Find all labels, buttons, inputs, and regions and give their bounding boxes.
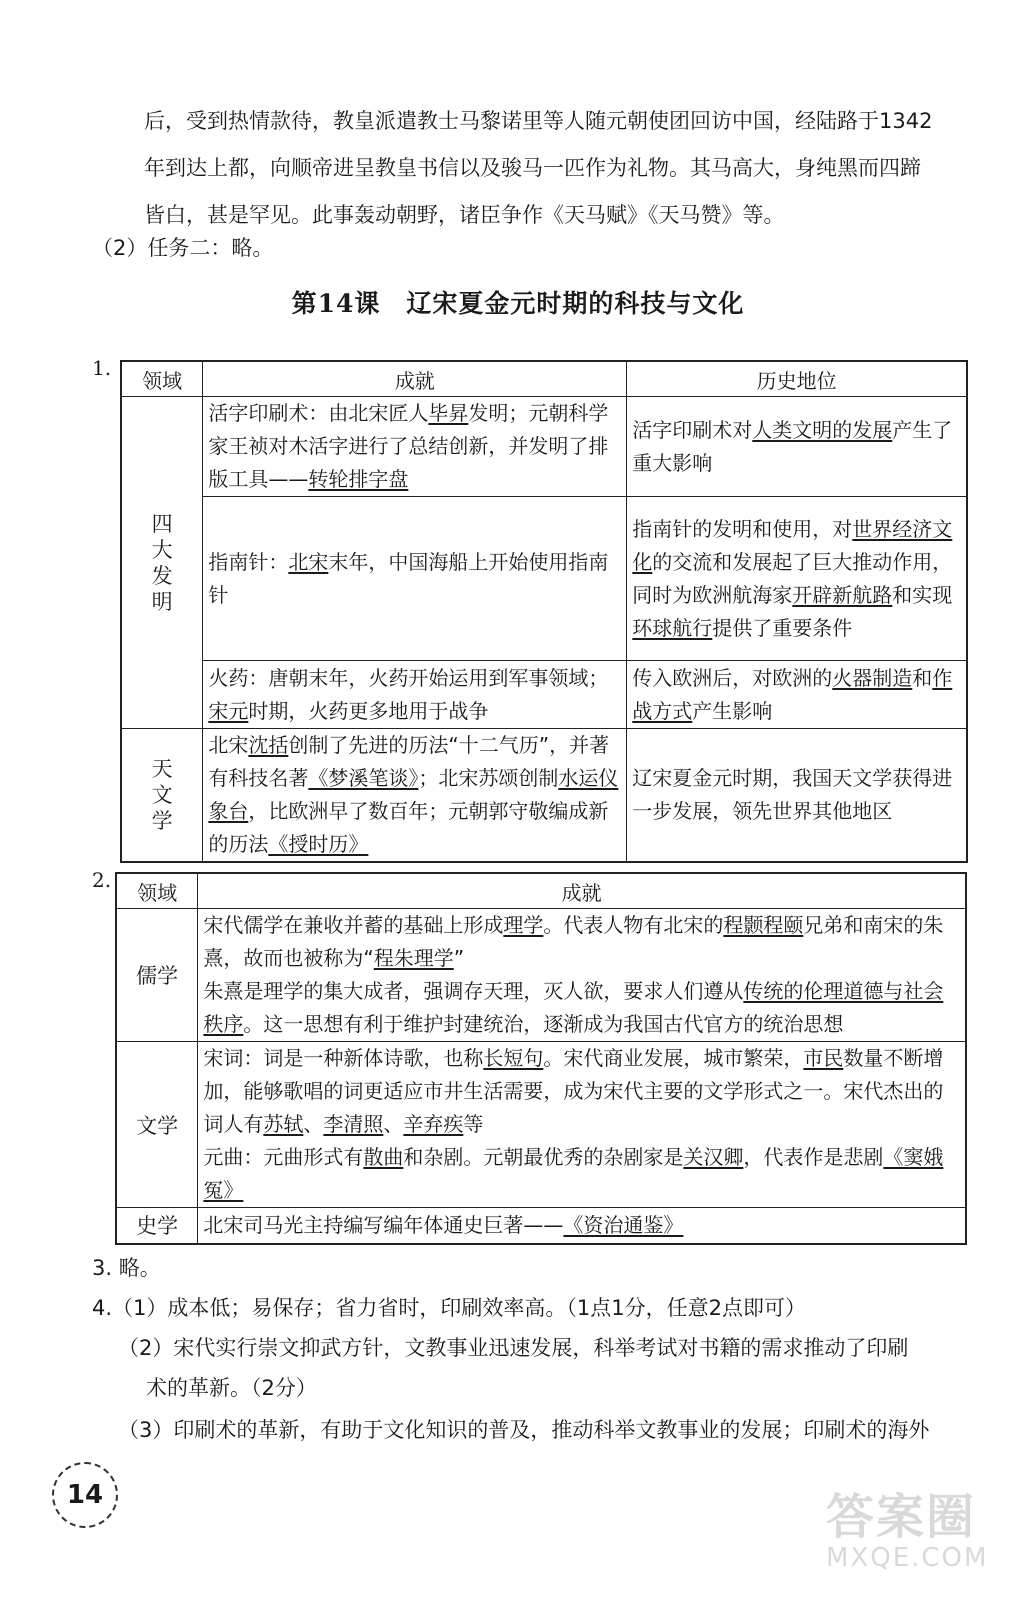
header-field: 领域 — [116, 873, 198, 909]
table-header-row — [116, 873, 966, 909]
astronomy-achievement: 北宋沈括创制了先进的历法“十二气历”，并著有科技名著《梦溪笔谈》；北宋苏颂创制水运仪象台，比欧洲早了数百年；元朝郭守敬编成新的历法《授时历》 — [203, 729, 627, 863]
question-4-part-2-line-1: （2）宋代实行崇文抑武方针，文教事业迅速发展，科举考试对书籍的需求推动了印刷 — [118, 1336, 909, 1360]
question-2-number: 2. — [92, 868, 112, 892]
historiography-achievement: 北宋司马光主持编写编年体通史巨著——《资治通鉴》 — [198, 1208, 966, 1244]
question-1-number: 1. — [92, 356, 112, 380]
watermark-text: 答案圈 — [826, 1489, 977, 1545]
table-row — [116, 909, 966, 1042]
printing-achievement: 活字印刷术：由北宋匠人毕昇发明；元朝科学家王祯对木活字进行了总结创新，并发明了排版工具——转轮排字盘 — [203, 397, 627, 497]
four-inventions-label: 四 大 发 明 — [121, 397, 203, 729]
gunpowder-status: 传入欧洲后，对欧洲的火器制造和作战方式产生影响 — [627, 661, 967, 729]
header-status: 历史地位 — [627, 361, 967, 397]
header-achievement: 成就 — [198, 873, 966, 909]
table-row — [121, 397, 967, 497]
confucianism-achievement: 宋代儒学在兼收并蓄的基础上形成理学。代表人物有北宋的程颢程颐兄弟和南宋的朱熹，故而也被称为“程朱理学” 朱熹是理学的集大成者，强调存天理，灭人欲，要求人们遵从传统的伦理道德与社会秩序。这一思想有利于维护封建统治，逐渐成为我国古代官方的统治思想 — [198, 909, 966, 1042]
inventions-table — [120, 360, 968, 863]
watermark-logo — [826, 1478, 1016, 1588]
table-row — [121, 497, 967, 661]
table-header-row — [121, 361, 967, 397]
table-row — [121, 661, 967, 729]
compass-achievement: 指南针：北宋末年，中国海船上开始使用指南针 — [203, 497, 627, 661]
header-achievement: 成就 — [203, 361, 627, 397]
intro-line-1: 后，受到热情款待，教皇派遣教士马黎诺里等人随元朝使团回访中国，经陆路于1342 — [144, 109, 933, 133]
intro-line-3: 皆白，甚是罕见。此事轰动朝野，诸臣争作《天马赋》《天马赞》等。 — [144, 203, 785, 227]
literature-label: 文学 — [116, 1042, 198, 1208]
table-row — [116, 1042, 966, 1208]
intro-line-2: 年到达上都，向顺帝进呈教皇书信以及骏马一匹作为礼物。其马高大，身纯黑而四蹄 — [144, 156, 921, 180]
literature-achievement: 宋词：词是一种新体诗歌，也称长短句。宋代商业发展，城市繁荣，市民数量不断增加，能够歌唱的词更适应市井生活需要，成为宋代主要的文学形式之一。宋代杰出的词人有苏轼、李清照、辛弃疾等 元曲：元曲形式有散曲和杂剧。元朝最优秀的杂剧家是关汉卿，代表作是悲剧《窦娥冤》 — [198, 1042, 966, 1208]
task-two-answer: （2）任务二：略。 — [92, 236, 274, 260]
header-field: 领域 — [121, 361, 203, 397]
table-row — [121, 729, 967, 863]
confucianism-label: 儒学 — [116, 909, 198, 1042]
astronomy-status: 辽宋夏金元时期，我国天文学获得进一步发展，领先世界其他地区 — [627, 729, 967, 863]
table-row — [116, 1208, 966, 1244]
astronomy-label: 天 文 学 — [121, 729, 203, 863]
historiography-label: 史学 — [116, 1208, 198, 1244]
question-4-part-2-line-2: 术的革新。（2分） — [146, 1376, 317, 1400]
watermark-domain: MXQE.COM — [826, 1543, 989, 1573]
printing-status: 活字印刷术对人类文明的发展产生了重大影响 — [627, 397, 967, 497]
compass-status: 指南针的发明和使用，对世界经济文化的交流和发展起了巨大推动作用，同时为欧洲航海家开辟新航路和实现环球航行提供了重要条件 — [627, 497, 967, 661]
page-number-badge — [52, 1462, 118, 1528]
question-3-answer: 3. 略。 — [92, 1256, 161, 1280]
page-number: 14 — [66, 1480, 104, 1510]
lesson-title: 第14课 辽宋夏金元时期的科技与文化 — [291, 289, 745, 318]
intro-paragraph — [144, 98, 974, 239]
gunpowder-achievement: 火药：唐朝末年，火药开始运用到军事领域；宋元时期，火药更多地用于战争 — [203, 661, 627, 729]
question-4-part-1: 4.（1）成本低；易保存；省力省时，印刷效率高。（1点1分，任意2点即可） — [92, 1296, 806, 1320]
question-4-part-3: （3）印刷术的革新，有助于文化知识的普及，推动科举文教事业的发展；印刷术的海外 — [118, 1418, 930, 1442]
culture-table — [115, 872, 967, 1245]
